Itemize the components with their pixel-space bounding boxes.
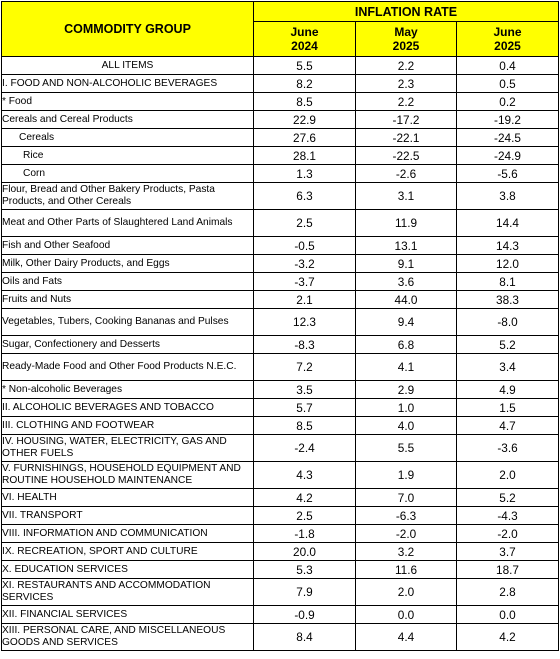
table-row (2, 336, 559, 354)
value-may-2025: 2.3 (356, 75, 457, 93)
value-june-2025: 2.0 (457, 462, 559, 489)
value-may-2025: -22.1 (356, 129, 457, 147)
table-row (2, 93, 559, 111)
value-june-2025: -8.0 (457, 309, 559, 336)
value-may-2025: 2.0 (356, 579, 457, 606)
value-june-2025: 3.4 (457, 354, 559, 381)
value-may-2025: 1.9 (356, 462, 457, 489)
value-may-2025: 11.6 (356, 561, 457, 579)
value-may-2025: 9.4 (356, 309, 457, 336)
value-may-2025: 4.4 (356, 624, 457, 651)
table-row (2, 165, 559, 183)
value-may-2025: -6.3 (356, 507, 457, 525)
value-june-2024: 8.2 (254, 75, 356, 93)
value-may-2025: -22.5 (356, 147, 457, 165)
value-june-2024: 6.3 (254, 183, 356, 210)
value-june-2025: -5.6 (457, 165, 559, 183)
value-june-2024: 5.5 (254, 57, 356, 75)
row-label: Vegetables, Tubers, Cooking Bananas and Pulses (2, 309, 254, 336)
value-june-2025: 4.9 (457, 381, 559, 399)
value-june-2024: -0.9 (254, 606, 356, 624)
column-header-june-2025 (457, 22, 559, 57)
row-label: XIII. PERSONAL CARE, AND MISCELLANEOUS GOODS AND SERVICES (2, 624, 254, 651)
value-may-2025: 13.1 (356, 237, 457, 255)
value-june-2024: -3.2 (254, 255, 356, 273)
value-june-2025: 2.8 (457, 579, 559, 606)
table-row (2, 129, 559, 147)
row-label: Milk, Other Dairy Products, and Eggs (2, 255, 254, 273)
value-june-2024: 27.6 (254, 129, 356, 147)
value-june-2025: 5.2 (457, 489, 559, 507)
table-row (2, 183, 559, 210)
table-row (2, 111, 559, 129)
value-may-2025: 1.0 (356, 399, 457, 417)
value-may-2025: -2.0 (356, 525, 457, 543)
value-june-2024: 2.1 (254, 291, 356, 309)
value-june-2025: -24.5 (457, 129, 559, 147)
inflation-rate-header: INFLATION RATE (254, 2, 559, 22)
value-june-2024: -0.5 (254, 237, 356, 255)
row-label: II. ALCOHOLIC BEVERAGES AND TOBACCO (2, 399, 254, 417)
value-june-2025: 38.3 (457, 291, 559, 309)
value-june-2024: 7.9 (254, 579, 356, 606)
row-label: Sugar, Confectionery and Desserts (2, 336, 254, 354)
table-row (2, 381, 559, 399)
row-label: Fruits and Nuts (2, 291, 254, 309)
table-row (2, 237, 559, 255)
table-row (2, 435, 559, 462)
row-label: Ready-Made Food and Other Food Products N.E.C. (2, 354, 254, 381)
value-may-2025: -2.6 (356, 165, 457, 183)
value-june-2025: 0.2 (457, 93, 559, 111)
value-june-2024: -8.3 (254, 336, 356, 354)
value-may-2025: 4.1 (356, 354, 457, 381)
value-june-2025: 4.7 (457, 417, 559, 435)
column-month: June (493, 25, 522, 40)
value-may-2025: 0.0 (356, 606, 457, 624)
table-row (2, 147, 559, 165)
table-body (2, 57, 559, 651)
value-june-2025: 0.5 (457, 75, 559, 93)
table-row-all-items (2, 57, 559, 75)
row-label: VIII. INFORMATION AND COMMUNICATION (2, 525, 254, 543)
table-row (2, 525, 559, 543)
table-row (2, 561, 559, 579)
row-label: Flour, Bread and Other Bakery Products, Pasta Products, and Other Cereals (2, 183, 254, 210)
row-label: I. FOOD AND NON-ALCOHOLIC BEVERAGES (2, 75, 254, 93)
row-label: VII. TRANSPORT (2, 507, 254, 525)
value-june-2024: 4.2 (254, 489, 356, 507)
value-may-2025: 3.2 (356, 543, 457, 561)
row-label: Fish and Other Seafood (2, 237, 254, 255)
row-label: XI. RESTAURANTS AND ACCOMMODATION SERVICES (2, 579, 254, 606)
value-june-2024: 3.5 (254, 381, 356, 399)
value-june-2024: 28.1 (254, 147, 356, 165)
value-may-2025: 7.0 (356, 489, 457, 507)
row-label: * Food (2, 93, 254, 111)
table-row (2, 273, 559, 291)
value-june-2025: 18.7 (457, 561, 559, 579)
value-may-2025: 9.1 (356, 255, 457, 273)
table-row (2, 255, 559, 273)
table-row (2, 291, 559, 309)
column-year: 2025 (392, 39, 420, 54)
commodity-group-header: COMMODITY GROUP (2, 2, 254, 57)
table-row (2, 354, 559, 381)
value-june-2025: 5.2 (457, 336, 559, 354)
row-label: IX. RECREATION, SPORT AND CULTURE (2, 543, 254, 561)
value-june-2024: 8.5 (254, 417, 356, 435)
row-label: XII. FINANCIAL SERVICES (2, 606, 254, 624)
value-may-2025: 11.9 (356, 210, 457, 237)
row-label: ALL ITEMS (2, 57, 254, 75)
row-label: Rice (2, 147, 254, 165)
value-june-2025: -24.9 (457, 147, 559, 165)
value-june-2025: 3.8 (457, 183, 559, 210)
value-june-2025: 14.3 (457, 237, 559, 255)
column-month: June (290, 25, 319, 40)
row-label: * Non-alcoholic Beverages (2, 381, 254, 399)
value-june-2024: 5.7 (254, 399, 356, 417)
value-june-2024: -1.8 (254, 525, 356, 543)
row-label: Cereals and Cereal Products (2, 111, 254, 129)
value-june-2024: 20.0 (254, 543, 356, 561)
table-row (2, 462, 559, 489)
value-june-2024: 8.4 (254, 624, 356, 651)
value-may-2025: 44.0 (356, 291, 457, 309)
value-june-2024: 2.5 (254, 210, 356, 237)
value-may-2025: 6.8 (356, 336, 457, 354)
value-june-2024: 4.3 (254, 462, 356, 489)
value-june-2024: -3.7 (254, 273, 356, 291)
value-june-2025: 14.4 (457, 210, 559, 237)
row-label: IV. HOUSING, WATER, ELECTRICITY, GAS AND OTHER FUELS (2, 435, 254, 462)
table-row (2, 579, 559, 606)
table-row (2, 417, 559, 435)
table-row (2, 624, 559, 651)
table-header (2, 2, 559, 57)
row-label: VI. HEALTH (2, 489, 254, 507)
column-year: 2024 (291, 39, 318, 54)
value-may-2025: 2.2 (356, 57, 457, 75)
value-june-2025: 12.0 (457, 255, 559, 273)
table-row (2, 309, 559, 336)
value-may-2025: -17.2 (356, 111, 457, 129)
row-label: V. FURNISHINGS, HOUSEHOLD EQUIPMENT AND ROUTINE HOUSEHOLD MAINTENANCE (2, 462, 254, 489)
row-label: Oils and Fats (2, 273, 254, 291)
value-june-2025: 4.2 (457, 624, 559, 651)
value-may-2025: 2.2 (356, 93, 457, 111)
value-june-2025: -4.3 (457, 507, 559, 525)
row-label: Corn (2, 165, 254, 183)
column-month: May (394, 25, 418, 40)
value-june-2024: 22.9 (254, 111, 356, 129)
value-june-2024: 1.3 (254, 165, 356, 183)
value-june-2024: 5.3 (254, 561, 356, 579)
value-may-2025: 3.1 (356, 183, 457, 210)
value-june-2024: 8.5 (254, 93, 356, 111)
table-row (2, 210, 559, 237)
row-label: X. EDUCATION SERVICES (2, 561, 254, 579)
value-june-2025: -3.6 (457, 435, 559, 462)
value-june-2025: 0.0 (457, 606, 559, 624)
value-june-2025: 1.5 (457, 399, 559, 417)
value-june-2024: 7.2 (254, 354, 356, 381)
table-row (2, 489, 559, 507)
value-june-2024: 12.3 (254, 309, 356, 336)
value-june-2024: 2.5 (254, 507, 356, 525)
inflation-table (1, 1, 559, 651)
table-row (2, 399, 559, 417)
value-june-2025: 3.7 (457, 543, 559, 561)
column-header-may-2025 (356, 22, 457, 57)
value-june-2025: 8.1 (457, 273, 559, 291)
value-june-2025: -2.0 (457, 525, 559, 543)
column-year: 2025 (494, 39, 521, 54)
table-row (2, 507, 559, 525)
table-row (2, 75, 559, 93)
column-header-june-2024 (254, 22, 356, 57)
table-row (2, 543, 559, 561)
row-label: Meat and Other Parts of Slaughtered Land Animals (2, 210, 254, 237)
value-may-2025: 2.9 (356, 381, 457, 399)
row-label: III. CLOTHING AND FOOTWEAR (2, 417, 254, 435)
value-may-2025: 4.0 (356, 417, 457, 435)
table-row (2, 606, 559, 624)
value-may-2025: 3.6 (356, 273, 457, 291)
value-june-2025: -19.2 (457, 111, 559, 129)
value-june-2024: -2.4 (254, 435, 356, 462)
row-label: Cereals (2, 129, 254, 147)
value-may-2025: 5.5 (356, 435, 457, 462)
value-june-2025: 0.4 (457, 57, 559, 75)
